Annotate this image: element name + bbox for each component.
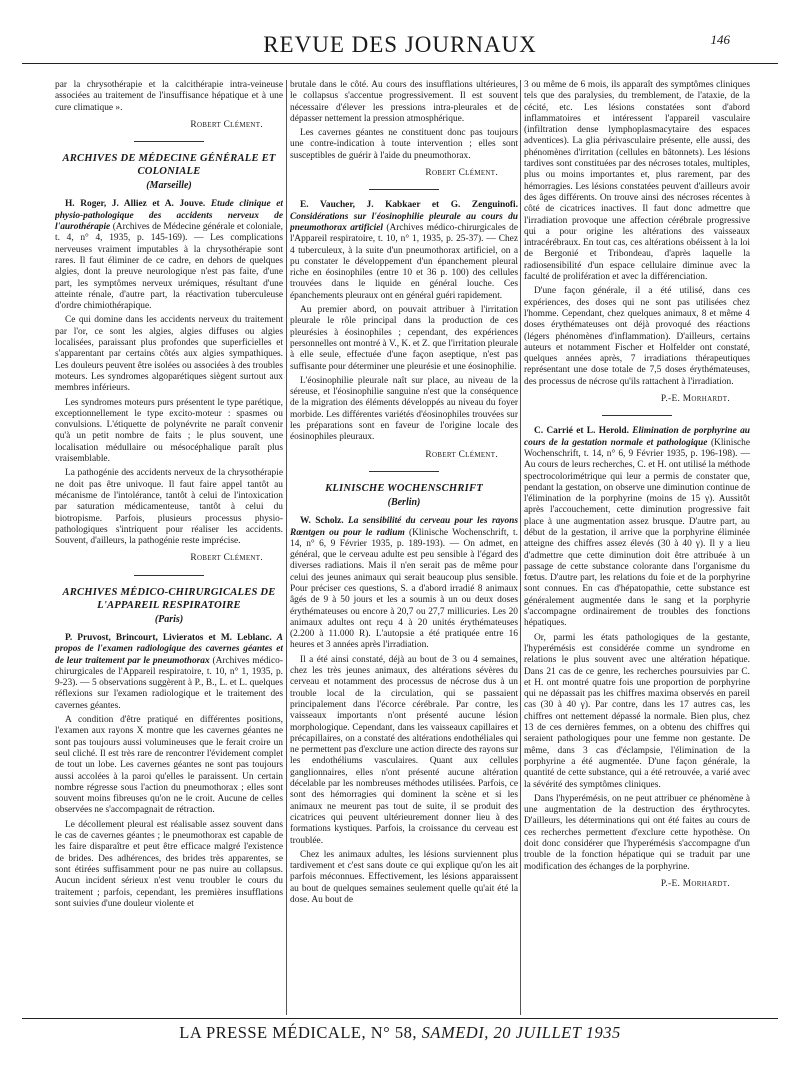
journal-title: ARCHIVES DE MÉDECINE GÉNÉRALE ET COLONIALE — [62, 153, 276, 178]
paragraph: Il a été ainsi constaté, déjà au bout de 3 ou 4 semaines, chez les très jeunes animaux, des altérations sévères du cerveau et notamment des processus de nécrose dus à un trouble local de la circulation, qui se passaient principalement dans l'écorce cérébrale. Par contre, les vaisseaux importants n'ont présenté aucune lésion morphologique. Cependant, dans les vaisseaux capillaires et précapillaires, on a constaté des altérations endothéliales qui ne permettent pas d'exclure une action directe des rayons sur les endothéliums vasculaires. Quant aux cellules ganglionnaires, elles n'ont présenté aucune altération décelable par les nombreuses méthodes utilisées. Parfois, ce sont des hémorragies qui dominent la scène et si les animaux ne meurent pas tout de suite, il se produit des cicatrices qui peuvent ultérieurement donner lieu à des formations kystiques. Parfois, la croissance du cerveau est troublée. — [290, 654, 518, 846]
signature: Robert Clément. — [425, 449, 498, 460]
page-footer — [22, 1018, 778, 1043]
column-divider — [286, 80, 287, 1015]
separator — [602, 415, 672, 416]
article-title: Etude clinique et physio-pathologique des accidents nerveux de l'aurothérapie — [55, 199, 283, 233]
paragraph: Or, parmi les états pathologiques de la gestante, l'hyperémésis est considérée comme un syndrome en relations le plus souvent avec une altération hépatique. Dans 21 cas de ce genre, les recherches poursuivies par C. et H. ont montré quatre fois une proportion de porphyrine qui ne dépassait pas les chiffres maxima observés en pareil cas (30 à 40 γ). Par contre, dans les 17 autres cas, les chiffres ont nettement dépassé la normale. Bien plus, chez 13 de ces dernières femmes, on a obtenu des chiffres qui seraient pathologiques pour une femme non gestante. De même, dans 3 cas d'éclampsie, l'élimination de la porphyrine a été augmentée. D'une façon générale, la quantité de cette substance, qui a été retrouvée, a varié avec la sévérité des symptômes cliniques. — [524, 632, 750, 790]
journal-city: (Berlin) — [387, 496, 421, 508]
journal-title: ARCHIVES MÉDICO-CHIRURGICALES DE L'APPAREIL RESPIRATOIRE — [62, 586, 276, 611]
paragraph: Chez les animaux adultes, les lésions surviennent plus tardivement et c'est sans doute ce qui explique qu'on les ait parfois méconnues. Effectivement, les lésions apparaissent au bout de quelques semaines seulement quelle qu'ait été la dose. Au bout de — [290, 849, 518, 905]
article-entry — [290, 200, 518, 302]
paragraph: Le décollement pleural est réalisable assez souvent dans le cas de cavernes géantes ; le pneumothorax est capable de les faire disparaître et peut être efficace malgré l'existence de brides. Des adhérences, des brides très apparentes, se sont étirées suffisamment pour ne pas nuire au collapsus. Aucun incident sérieux n'est venu troubler le cours du traitement ; parfois, cependant, les premières insufflations sont suivies d'une douleur violente et — [55, 819, 283, 909]
article-body: (Archives médico-chirurgicales de l'Appareil respiratoire, t. 10, n° 1, 1935, p. 9-23). — 5 observations suggèrent à P., B., L. et L. quelques réflexions sur l'examen radiologique et le traitement des cavernes géantes. — [55, 655, 283, 711]
column-divider — [520, 80, 521, 1015]
article-authors: C. Carrié et L. Herold. — [534, 426, 629, 437]
footer-date: SAMEDI, 20 JUILLET 1935 — [421, 1023, 621, 1042]
separator — [369, 471, 439, 472]
paragraph: La pathogénie des accidents nerveux de la chrysothérapie ne doit pas être univoque. Il faut faire appel tantôt au mécanisme de l'intolérance, tantôt à celui de l'intoxication par saturation médicamenteuse, tantôt à celui du biotropisme. Parfois, plusieurs processus physio-pathologiques s'intriquent pour réaliser les accidents. Souvent, d'ailleurs, la pathogénie reste imprécise. — [55, 468, 283, 547]
article-authors: H. Roger, J. Alliez et A. Jouve. — [65, 199, 206, 210]
article-authors: P. Pruvost, Brincourt, Livieratos et M. Leblanc. — [65, 632, 272, 643]
footer-rule — [22, 1018, 778, 1019]
article-entry — [290, 516, 518, 652]
article-body: (Klinische Wochenschrift, t. 14, n° 6, 9 Février 1935, p. 189-193). — On admet, en général, que le cerveau adulte est peu sensible à l'égard des diverses radiations. Mais il n'en serait pas de même pour celui des jeunes animaux qui serait beaucoup plus sensible. Pour préciser ces questions, S. a d'abord irradié 8 animaux âgés de 9 à 50 jours et les a soumis à un ou deux doses érythémateuses ou encore à 20,7 ou 27,7 millicuries. Les 20 animaux adultes ont reçu 4 à 20 unités érythémateuses (2.200 à 11.000 R). L'autopsie a été pratiquée entre 16 heures et 3 années après l'irradiation. — [290, 527, 518, 651]
paragraph: L'éosinophilie pleurale naît sur place, au niveau de la séreuse, et l'éosinophilie sanguine n'est que la conséquence de la migration des éléments développés au niveau du foyer morbide. Les différentes variétés d'éosinophiles trouvées sur les préparations sont en faveur de l'origine locale des éosinophiles pleuraux. — [290, 375, 518, 443]
article-body: (Archives de Médecine générale et coloniale, t. 4, n° 4, 1935, p. 145-169). — Les complications nerveuses vraiment imputables à la chrysothérapie sont rares. Il faut éliminer de ce cadre, en dehors de quelques algies, dont la preuve neurologique n'est pas faite, d'une part, les symptômes nerveux urémiques, résultant d'une atteinte rénale, d'autre part, la réactivation tuberculeuse d'ordre chimiothérapique. — [55, 222, 283, 312]
article-authors: W. Scholz. — [300, 516, 344, 527]
paragraph: 3 ou même de 6 mois, ils apparaît des symptômes cliniques tels que des paralysies, du tremblement, de l'ataxie, de la cécité, etc. Les lésions constatées sont d'abord inflammatoires et intéressent l'appareil vasculaire (infiltration dense lymphoplasmacytaire des espaces adventices). La glia périvasculaire présente, elle aussi, des phénomènes d'irritation (cellules en bâtonnets). Les lésions tardives sont constituées par des nécroses totales, multiples, plus ou moins importantes et, plus rarement, par des hémorragies. Les lésions constatées peuvent d'ailleurs avoir des âges différents. On trouve ainsi des nécroses récentes à côté de cicatrices inactives. Il faut donc admettre que l'irradiation provoque une affection cérébrale progressive qui a pour origine les altérations des vaisseaux intracérébraux. En tout cas, ces altérations obéissent à la loi de Bergonié et Tribondeau, d'après laquelle la radiosensibilité d'un espace cellulaire diminue avec la faculté de prolifération et avec la différenciation. — [524, 80, 750, 283]
signature: P.-E. Morhardt. — [660, 394, 730, 405]
article-body: (Archives médico-chirurgicales de l'Appareil respiratoire, t. 10, n° 1, 1935, p. 25-37). — Chez 4 tuberculeux, à la suite d'un pneumothorax artificiel, on a pu constater le développement d'un épanchement pleural riche en éosinophiles (entre 10 et 36 p. 100) des cellules trouvées dans le liquide en général louche. Ces épanchements pleuraux ont en général guéri rapidement. — [290, 222, 518, 301]
separator — [369, 189, 439, 190]
article-entry — [524, 426, 750, 629]
article-authors: E. Vaucher, J. Kabkaer et G. Zenguinofi. — [300, 200, 518, 211]
separator — [134, 141, 204, 142]
article-title: Considérations sur l'éosinophilie pleurale au cours du pneumothorax artificiel — [290, 211, 518, 233]
journal-title: KLINISCHE WOCHENSCHRIFT — [325, 482, 483, 494]
signature: P.-E. Morhardt. — [660, 878, 730, 889]
footer-journal: LA PRESSE MÉDICALE, N° 58, — [179, 1023, 418, 1042]
signature: Robert Clément. — [190, 119, 263, 130]
column-right — [524, 80, 750, 1015]
article-title: La sensibilité du cerveau pour les rayons Rœntgen ou pour le radium — [290, 516, 518, 538]
signature: Robert Clément. — [425, 168, 498, 179]
journal-city: (Marseille) — [146, 180, 192, 192]
header-rule — [22, 63, 778, 64]
article-body: (Klinische Wochenschrift, t. 14, n° 6, 9 Février 1935, p. 196-198). — Au cours de leurs recherches, C. et H. ont utilisé la méthode spectrocolorimétrique qui leur a permis de constater que, pendant la gestation, on observe une diminution continue de l'élimination de la porphyrine (moins de 15 γ). Aussitôt après l'accouchement, cette diminution progressive fait place à une augmentation assez brusque. D'autre part, au début de la gestation, il arrive que la porphyrine éliminée atteigne des chiffres assez élevés (30 à 40 γ). Il y a lieu d'admettre que cette diminution doit être attribuée à un passage de cette substance colorante dans l'organisme du fœtus. D'autre part, les relations du foie et de la porphyrine sont connues. En cas d'hépatopathie, cette substance est généralement augmentée dans le sang et la porphyrie s'accompagne ordinairement de troubles des fonctions hépatiques. — [524, 437, 750, 629]
paragraph: Les cavernes géantes ne constituent donc pas toujours une contre-indication à toute intervention ; elles sont susceptibles de guérir à l'aide du pneumothorax. — [290, 128, 518, 161]
paragraph: A condition d'être pratiqué en différentes positions, l'examen aux rayons X montre que les cavernes géantes ne sont pas toujours aussi volumineuses que le ferait croire un seul cliché. Il est très rare de rencontrer l'évidement complet de tout un lobe. Les cavernes géantes ne sont pas toujours aussi accolées à la paroi qu'elles le paraissent. Un certain nombre régresse sous l'action du pneumothorax ; elles sont souvent moins fibreuses qu'on ne le croit. Aucune de celles observées ne s'accompagnait de rétraction. — [55, 715, 283, 816]
paragraph: Ce qui domine dans les accidents nerveux du traitement par l'or, ce sont les algies, algies diffuses ou algies localisées, paraissant plus profondes que superficielles et s'apparentant par certains côtés aux algies sympathiques. Les douleurs peuvent être isolées ou associées à des troubles moteurs. Les syndromes algoparétiques siègent surtout aux membres inférieurs. — [55, 315, 283, 394]
article-title: A propos de l'examen radiologique des cavernes géantes et de leur traitement par le pneumothorax — [55, 632, 283, 666]
paragraph: Dans l'hyperémésis, on ne peut attribuer ce phénomène à une augmentation de la destruction des érythrocytes. D'ailleurs, les déterminations qui ont été faites au cours de ces recherches permettent d'exclure cette hypothèse. On doit donc considérer que l'hyperémésis s'accompagne d'un trouble de la fonction hépatique qui se traduit par une modification des échanges de la porphyrine. — [524, 793, 750, 872]
paragraph: par la chrysothérapie et la calcithérapie intra-veineuse associées au traitement de l'insuffisance hépatique et à une cure climatique ». — [55, 80, 283, 113]
paragraph: Les syndromes moteurs purs présentent le type parétique, exceptionnellement le type excito-moteur : spasmes ou convulsions. L'étiquette de polynévrite ne paraît convenir qu'à un petit nombre de faits ; le plus souvent, une localisation médullaire ou mésocéphalique paraît plus vraisemblable. — [55, 397, 283, 465]
running-title: REVUE DES JOURNAUX — [263, 32, 537, 57]
paragraph: brutale dans le côté. Au cours des insufflations ultérieures, le collapsus s'accentue progressivement. Il est souvent nécessaire d'élever les pressions intra-pleurales et de dépasser nettement la pression atmosphérique. — [290, 80, 518, 124]
page-number: 146 — [710, 32, 730, 47]
article-title: Elimination de porphyrine au cours de la gestation normale et pathologique — [524, 426, 750, 448]
paragraph: Au premier abord, on pouvait attribuer à l'irritation pleurale le rôle principal dans la production de ces pleurésies à éosinophiles ; cependant, des expériences personnelles ont montré à V., K. et Z. que l'irritation pleurale à elle seule, effectuée d'une façon aseptique, n'est pas suffisante pour déterminer une pleurésie et une éosinophilie. — [290, 305, 518, 372]
column-left — [55, 80, 283, 1015]
page-header — [22, 30, 778, 64]
article-entry — [55, 633, 283, 712]
separator — [134, 575, 204, 576]
journal-city: (Paris) — [154, 613, 184, 625]
signature: Robert Clément. — [190, 553, 263, 564]
paragraph: D'une façon générale, il a été utilisé, dans ces expériences, des doses qui ne sont pas utilisées chez l'homme. Cependant, chez quelques animaux, 8 et même 4 doses érythémateuses ont déjà provoqué des réactions (légers phénomènes d'inflammation). D'ailleurs, certains auteurs et notamment Fischer et Holfelder ont constaté, quelques années après, 7 irradiations thérapeutiques représentant une dose totale de 7,5 doses érythémateuses, des processus de nécrose qu'ils rattachent à l'irradiation. — [524, 286, 750, 387]
article-entry — [55, 199, 283, 312]
column-middle — [290, 80, 518, 1015]
footer-text — [22, 1023, 778, 1043]
